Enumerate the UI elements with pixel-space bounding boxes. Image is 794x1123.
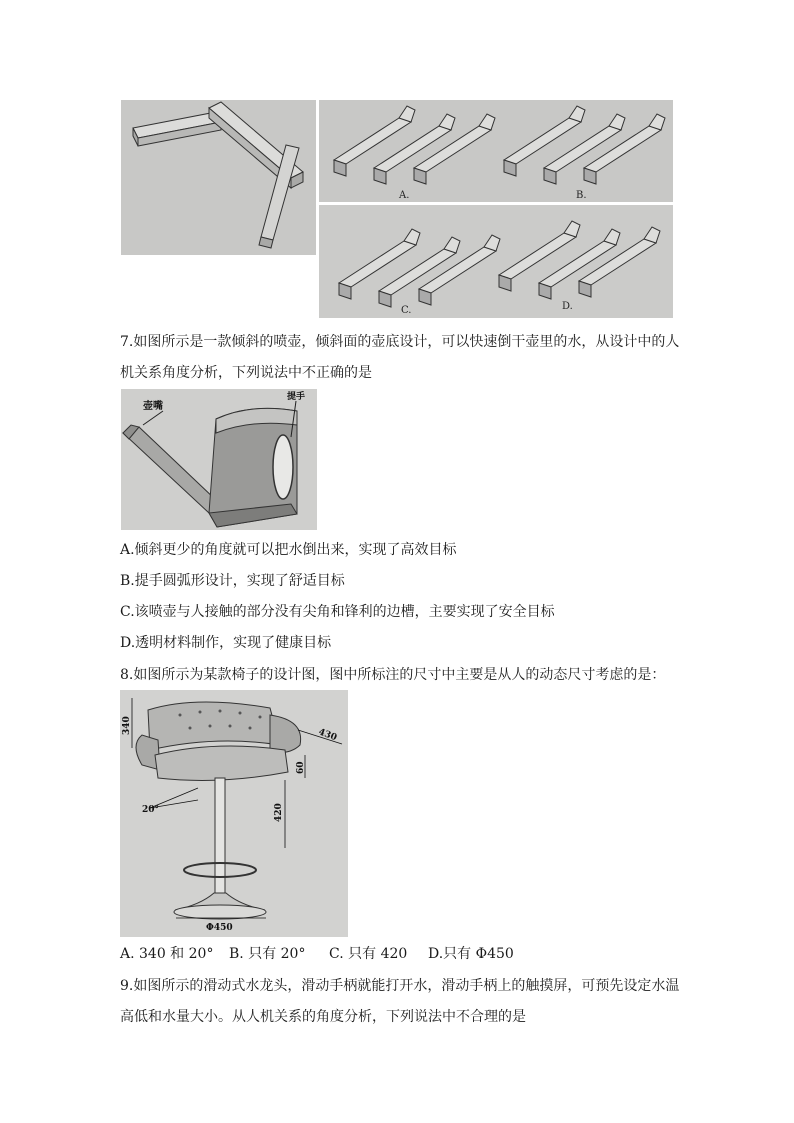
q7-stem-line-2: 机关系角度分析，下列说法中不正确的是 — [120, 365, 372, 381]
q6-options-ab-figure — [319, 100, 673, 202]
q8-chair-figure — [120, 690, 348, 937]
q8-option-a: A. 340 和 20° — [120, 946, 214, 962]
q7-watering-can-figure — [121, 389, 317, 530]
q9-stem-line-2: 高低和水量大小。从人机关系的角度分析，下列说法中不合理的是 — [120, 1009, 526, 1025]
q8-option-d: D.只有 Φ450 — [428, 946, 514, 962]
q6-options-cd-figure — [319, 205, 673, 318]
dim-430-label: 430 — [316, 727, 339, 744]
q8-option-c: C. 只有 420 — [329, 946, 408, 962]
dim-340-label: 340 — [122, 716, 132, 735]
option-label-d: D. — [562, 301, 573, 312]
q6-main-figure — [121, 100, 316, 255]
q8-stem: 8.如图所示为某款椅子的设计图，图中所标注的尺寸中主要是从人的动态尺寸考虑的是： — [120, 667, 666, 683]
q7-option-b: B.提手圆弧形设计，实现了舒适目标 — [120, 573, 345, 589]
q7-option-a: A.倾斜更少的角度就可以把水倒出来，实现了高效目标 — [120, 542, 457, 558]
q7-option-d: D.透明材料制作，实现了健康目标 — [120, 635, 332, 651]
q7-option-c: C.该喷壶与人接触的部分没有尖角和锋利的边槽，主要实现了安全目标 — [120, 604, 555, 620]
dim-420-label: 420 — [274, 803, 284, 822]
q8-option-b: B. 只有 20° — [229, 946, 306, 962]
dim-20-label: 20° — [142, 805, 160, 815]
q9-stem-line-1: 9.如图所示的滑动式水龙头，滑动手柄就能打开水，滑动手柄上的触摸屏，可预先设定水温 — [120, 978, 680, 994]
option-label-a: A. — [399, 190, 410, 201]
option-label-b: B. — [576, 190, 587, 201]
dim-450-label: Φ450 — [206, 923, 233, 933]
spout-label: 壶嘴 — [143, 401, 163, 412]
handle-label: 提手 — [287, 392, 306, 402]
dim-60-label: 60 — [296, 761, 306, 774]
q7-stem-line-1: 7.如图所示是一款倾斜的喷壶，倾斜面的壶底设计，可以快速倒干壶里的水，从设计中的人 — [120, 334, 680, 350]
option-label-c: C. — [401, 305, 412, 316]
